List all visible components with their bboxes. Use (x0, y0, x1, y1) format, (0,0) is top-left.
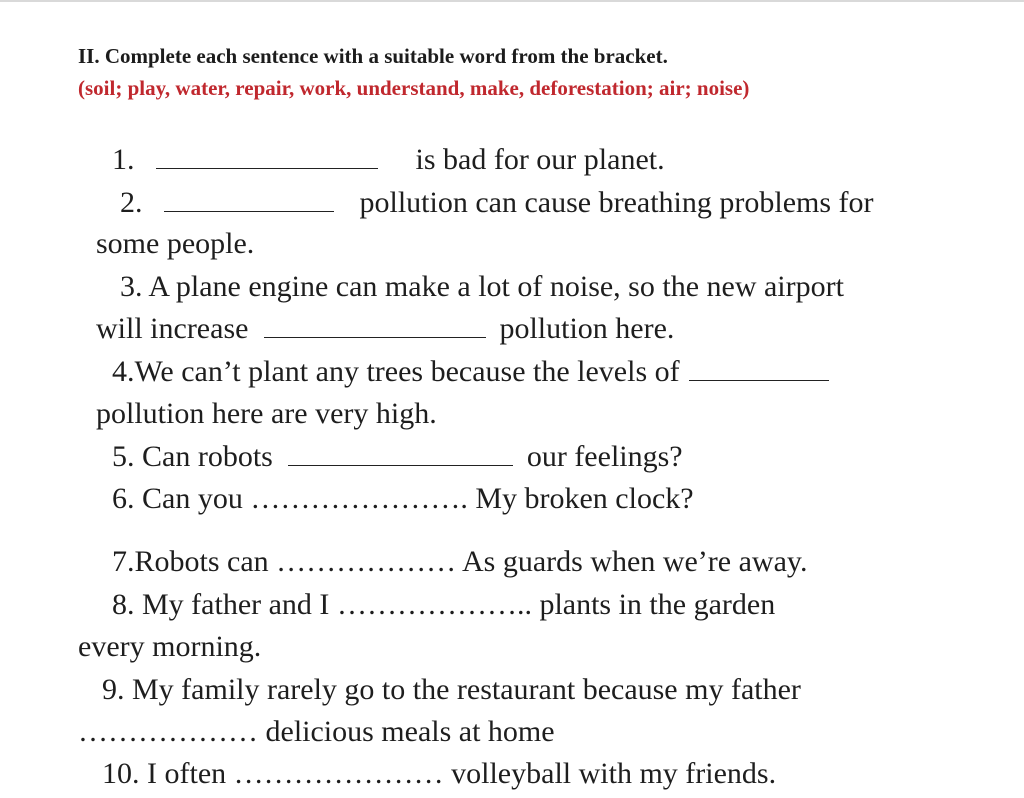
answer-dots[interactable]: ……………… (276, 545, 457, 578)
answer-dots[interactable]: ……………….. (336, 588, 532, 621)
sentence-7 (112, 545, 807, 579)
top-border (0, 0, 1024, 2)
answer-blank[interactable] (264, 313, 486, 338)
answer-blank[interactable] (156, 144, 378, 169)
answer-dots[interactable]: ………………… (233, 757, 444, 790)
sentence-2-continuation: some people. (96, 227, 255, 260)
sentence-text: 7.Robots can (112, 545, 269, 578)
answer-dots[interactable]: …………………. (250, 482, 468, 515)
sentence-text: delicious meals at home (265, 715, 555, 748)
sentence-9-continuation (78, 715, 555, 749)
sentence-8-continuation: every morning. (78, 630, 262, 663)
answer-blank[interactable] (164, 187, 334, 212)
sentence-text: My broken clock? (475, 482, 694, 515)
exercise-heading: II. Complete each sentence with a suitable word from the bracket. (78, 44, 668, 68)
sentence-text: 6. Can you (112, 482, 243, 515)
sentence-8 (112, 588, 775, 622)
sentence-6 (112, 482, 694, 516)
sentence-text: 10. I often (102, 757, 227, 790)
sentence-text: our feelings? (526, 440, 683, 473)
sentence-number: 1. (112, 143, 135, 176)
sentence-text: is bad for our planet. (415, 143, 665, 176)
sentence-9: 9. My family rarely go to the restaurant because my father (102, 673, 801, 706)
sentence-text: pollution can cause breathing problems for (359, 186, 874, 219)
sentence-text: 4.We can’t plant any trees because the levels of (112, 355, 680, 388)
sentence-4-continuation: pollution here are very high. (96, 397, 437, 430)
word-bank: (soil; play, water, repair, work, understand, make, deforestation; air; noise) (78, 76, 750, 100)
sentence-1 (112, 143, 665, 177)
sentence-text: plants in the garden (539, 588, 776, 621)
answer-blank[interactable] (288, 441, 513, 466)
sentence-3-continuation (96, 312, 674, 346)
sentence-number: 2. (120, 186, 143, 219)
sentence-3: 3. A plane engine can make a lot of noise, so the new airport (120, 270, 844, 303)
answer-blank[interactable] (689, 356, 829, 381)
sentence-text: As guards when we’re away. (462, 545, 808, 578)
sentence-text: pollution here. (499, 312, 675, 345)
sentence-text: 8. My father and I (112, 588, 330, 621)
sentence-2 (120, 186, 874, 220)
sentence-text: will increase (96, 312, 249, 345)
sentence-text: 5. Can robots (112, 440, 273, 473)
answer-dots[interactable]: ……………… (78, 715, 258, 748)
sentence-4 (112, 355, 829, 389)
sentence-10 (102, 757, 776, 791)
sentence-text: volleyball with my friends. (451, 757, 777, 790)
sentence-5 (112, 440, 683, 474)
